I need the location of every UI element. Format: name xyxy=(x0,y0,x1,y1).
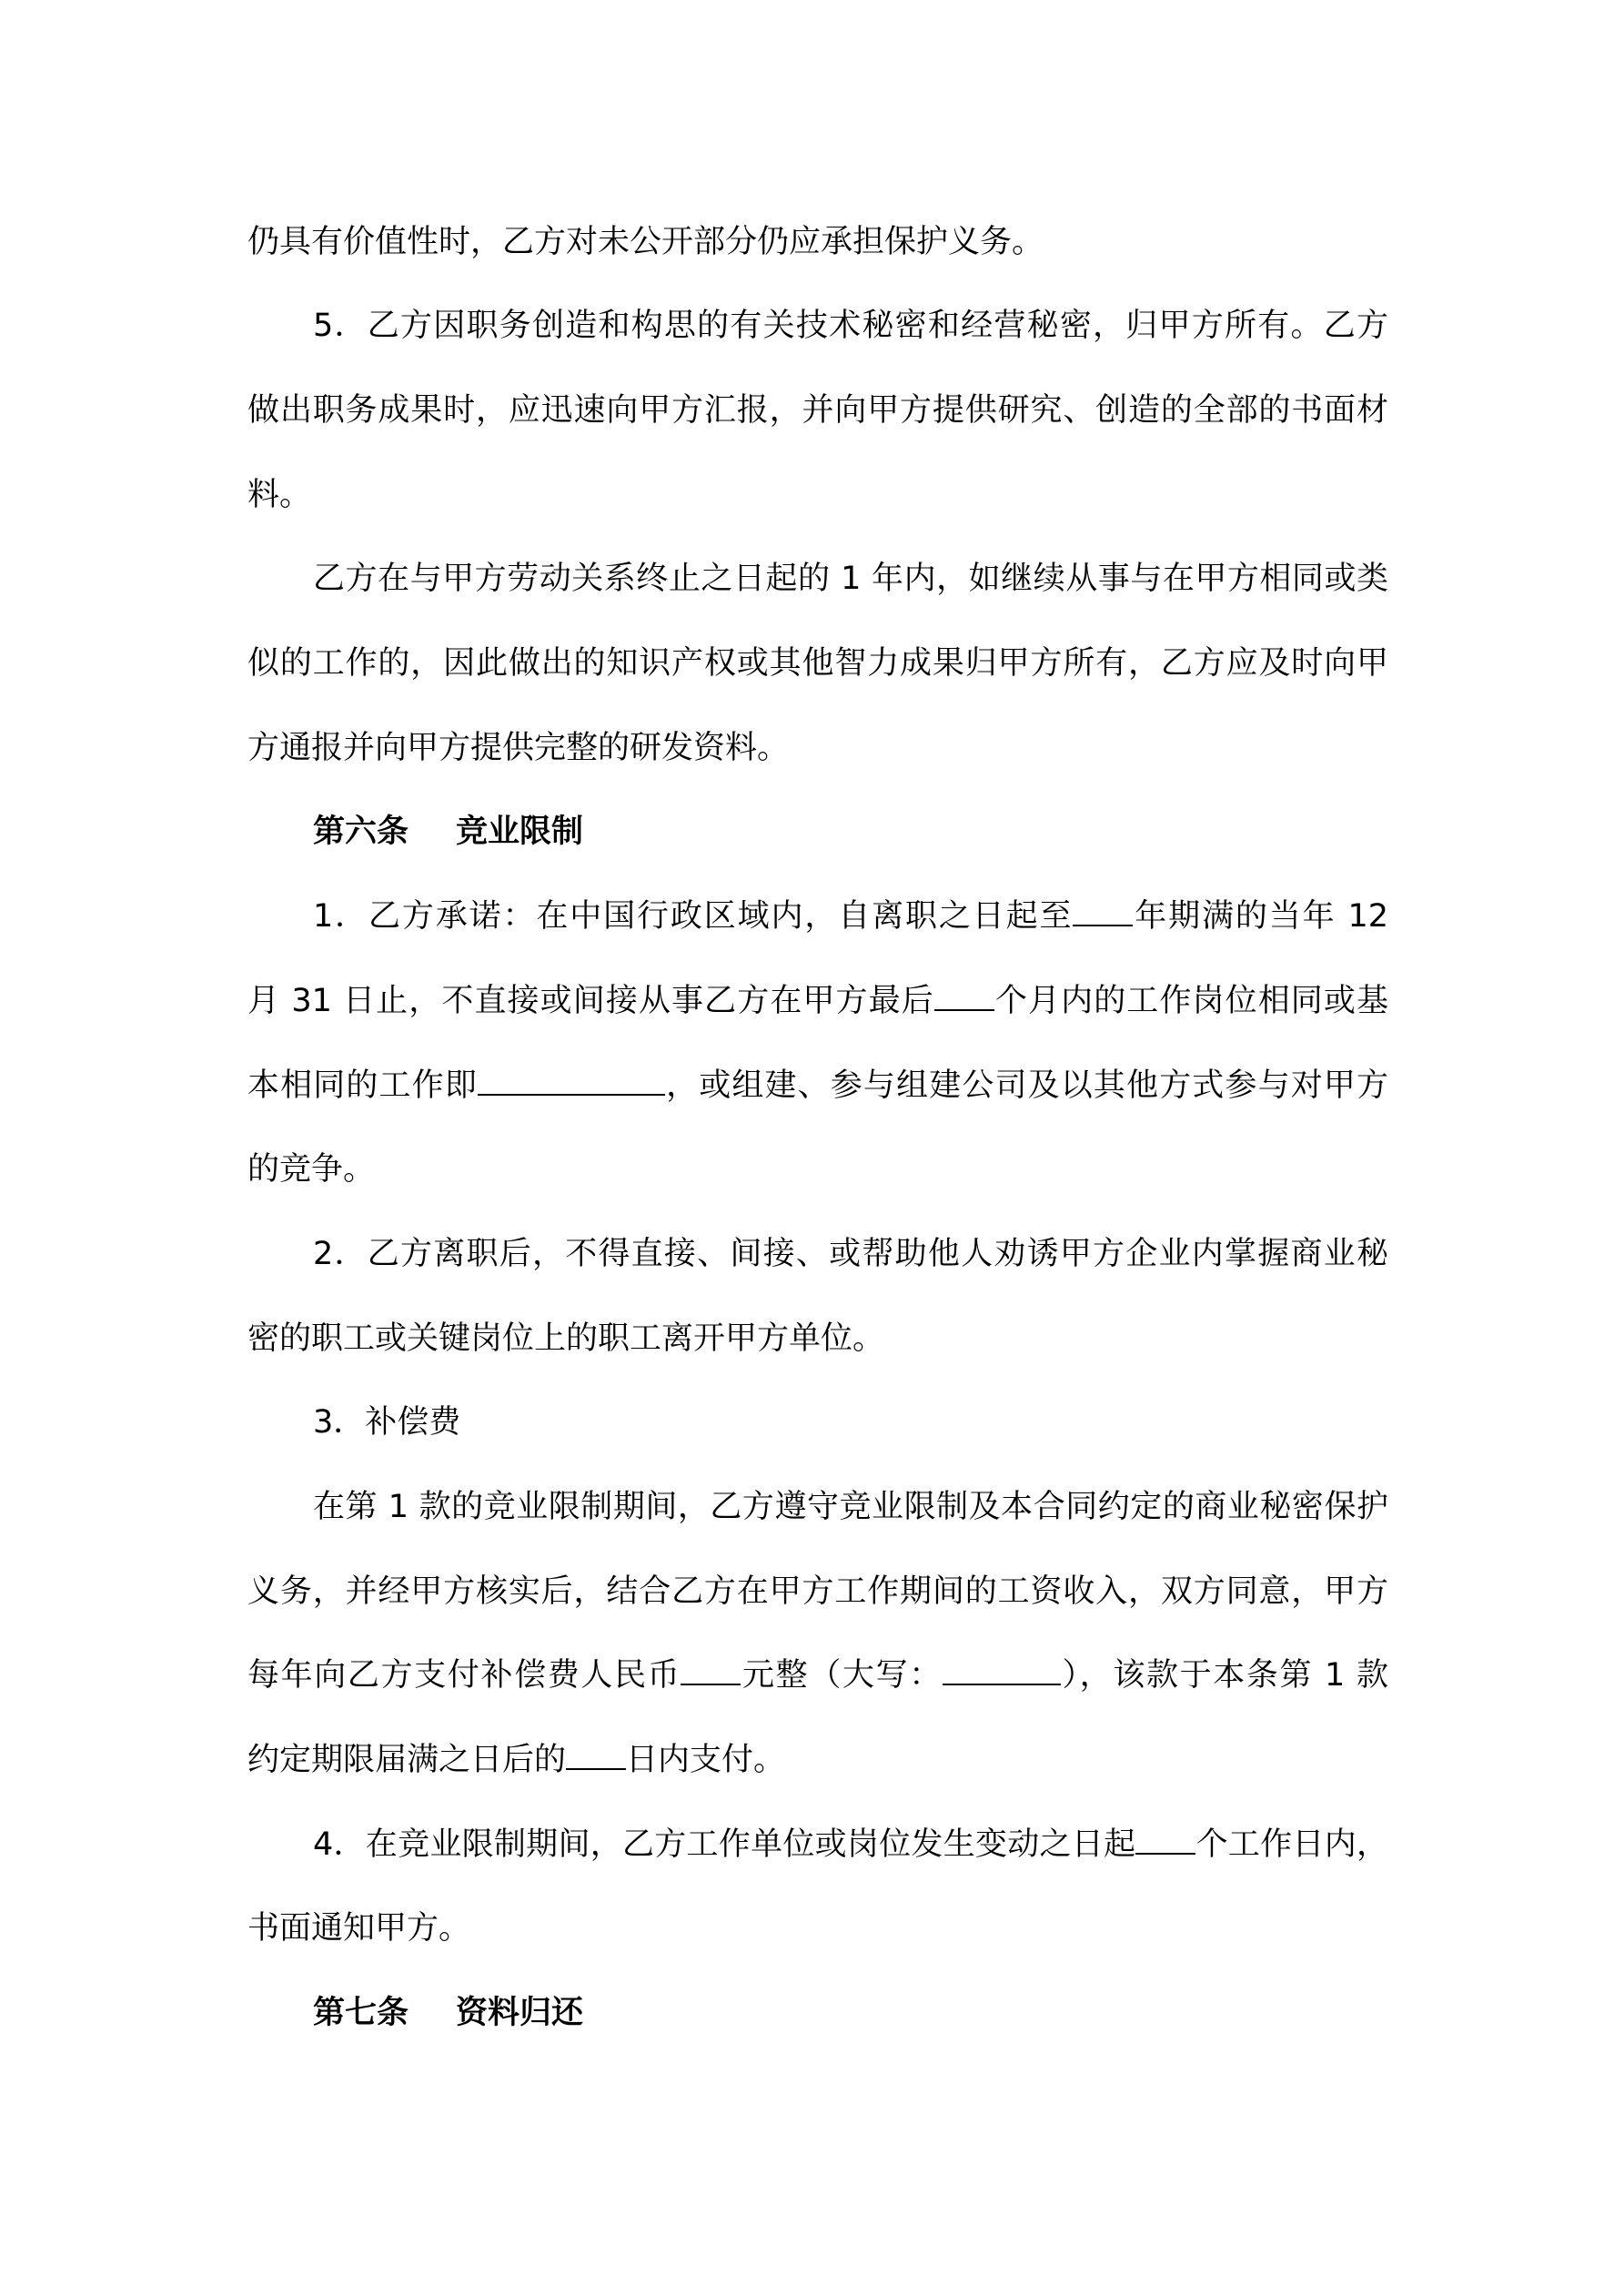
fill-in-blank[interactable] xyxy=(934,982,994,1011)
paragraph-line: 书面通知甲方。 xyxy=(247,1910,471,1947)
fill-in-blank[interactable] xyxy=(1135,1826,1195,1855)
paragraph-line: 约定期限届满之日后的 日内支付。 xyxy=(247,1742,786,1778)
paragraph-line: 在第 1 款的竞业限制期间，乙方遵守竞业限制及本合同约定的商业秘密保护 xyxy=(313,1489,1388,1525)
fill-in-blank[interactable] xyxy=(1073,897,1133,926)
paragraph-line: 3．补偿费 xyxy=(313,1404,461,1441)
paragraph-line: 义务，并经甲方核实后，结合乙方在甲方工作期间的工资收入，双方同意，甲方 xyxy=(247,1573,1388,1610)
paragraph-line: 5．乙方因职务创造和构思的有关技术秘密和经营秘密，归甲方所有。乙方 xyxy=(313,308,1388,344)
fill-in-blank[interactable] xyxy=(566,1741,626,1770)
paragraph-line: 月 31 日止，不直接或间接从事乙方在甲方最后 个月内的工作岗位相同或基 xyxy=(247,983,1388,1019)
paragraph-line: 密的职工或关键岗位上的职工离开甲方单位。 xyxy=(247,1320,885,1357)
paragraph-line: 似的工作的，因此做出的知识产权或其他智力成果归甲方所有，乙方应及时向甲 xyxy=(247,645,1388,682)
fill-in-blank[interactable] xyxy=(943,1656,1061,1685)
article-title: 资料归还 xyxy=(456,1995,584,2031)
fill-in-blank[interactable] xyxy=(478,1067,665,1096)
paragraph-line: 仍具有价值性时，乙方对未公开部分仍应承担保护义务。 xyxy=(247,224,1044,260)
article-heading-6 xyxy=(313,804,1388,859)
article-number: 第六条 xyxy=(313,814,409,850)
paragraph-line: 每年向乙方支付补偿费人民币 元整（大写： ），该款于本条第 1 款 xyxy=(247,1657,1388,1694)
paragraph-line: 方通报并向甲方提供完整的研发资料。 xyxy=(247,730,790,766)
paragraph-line: 4．在竞业限制期间，乙方工作单位或岗位发生变动之日起 个工作日内， xyxy=(313,1826,1388,1863)
paragraph-line: 乙方在与甲方劳动关系终止之日起的 1 年内，如继续从事与在甲方相同或类 xyxy=(313,561,1388,597)
paragraph-line: 2．乙方离职后，不得直接、间接、或帮助他人劝诱甲方企业内掌握商业秘 xyxy=(313,1236,1388,1272)
paragraph-line: 本相同的工作即 ，或组建、参与组建公司及以其他方式参与对甲方 xyxy=(247,1067,1388,1104)
paragraph-line: 做出职务成果时，应迅速向甲方汇报，并向甲方提供研究、创造的全部的书面材 xyxy=(247,392,1388,429)
fill-in-blank[interactable] xyxy=(681,1656,741,1685)
article-number: 第七条 xyxy=(313,1995,409,2031)
paragraph-line: 的竞争。 xyxy=(247,1151,376,1188)
article-title: 竞业限制 xyxy=(456,814,584,850)
paragraph-line: 料。 xyxy=(247,477,312,513)
article-heading-7 xyxy=(313,1986,1388,2040)
paragraph-line: 1．乙方承诺：在中国行政区域内，自离职之日起至 年期满的当年 12 xyxy=(313,898,1388,935)
